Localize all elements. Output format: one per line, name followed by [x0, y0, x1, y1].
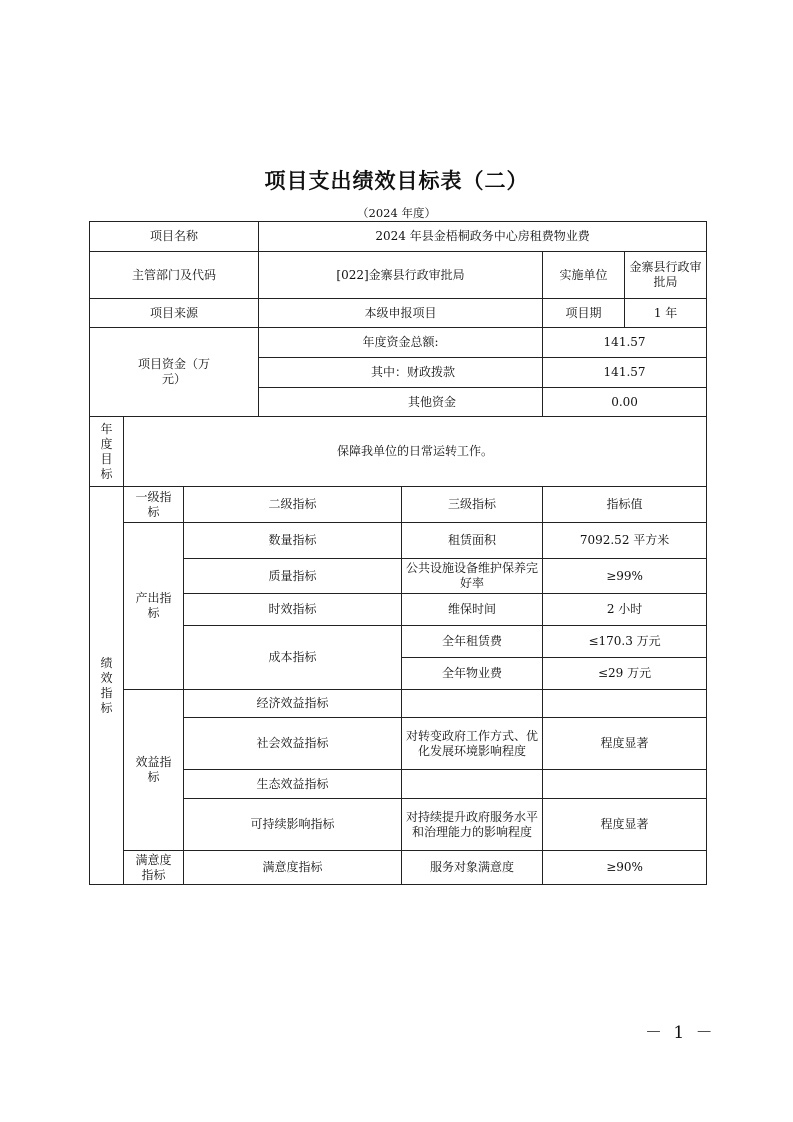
source-value: 本级申报项目: [259, 299, 543, 328]
header-level2: 二级指标: [184, 487, 402, 523]
satisfaction-l2: 满意度指标: [184, 851, 402, 885]
sustain-l3: 对持续提升政府服务水平和治理能力的影响程度: [402, 799, 543, 851]
funds-fiscal-label: 其中：财政拨款: [259, 358, 543, 388]
funds-other-label: 其他资金: [259, 388, 543, 417]
quantity-value: 7092.52 平方米: [543, 523, 707, 559]
cost-property-value: ≤29 万元: [543, 658, 707, 690]
output-indicator-label: 产出指标: [124, 523, 184, 690]
quantity-l3: 租赁面积: [402, 523, 543, 559]
social-benefit-value: 程度显著: [543, 718, 707, 770]
header-value: 指标值: [543, 487, 707, 523]
satisfaction-l3: 服务对象满意度: [402, 851, 543, 885]
quality-value: ≥99%: [543, 559, 707, 594]
funds-other-value: 0.00: [543, 388, 707, 417]
funds-fiscal-value: 141.57: [543, 358, 707, 388]
satisfaction-value: ≥90%: [543, 851, 707, 885]
indicators-section-label: 绩效指标: [90, 487, 124, 885]
econ-benefit-value: [543, 690, 707, 718]
header-level3: 三级指标: [402, 487, 543, 523]
econ-benefit-label: 经济效益指标: [184, 690, 402, 718]
impl-unit-value: 金寨县行政审批局: [625, 252, 707, 299]
timeliness-label: 时效指标: [184, 594, 402, 626]
quantity-label: 数量指标: [184, 523, 402, 559]
satisfaction-indicator-label: 满意度指标: [124, 851, 184, 885]
project-name-label: 项目名称: [90, 222, 259, 252]
header-level1: 一级指标: [124, 487, 184, 523]
period-value: 1 年: [625, 299, 707, 328]
social-benefit-label: 社会效益指标: [184, 718, 402, 770]
source-label: 项目来源: [90, 299, 259, 328]
eco-benefit-l3: [402, 770, 543, 799]
annual-goal-label: 年度目标: [90, 417, 124, 487]
document-title: 项目支出绩效目标表（二）: [264, 168, 529, 193]
period-label: 项目期: [543, 299, 625, 328]
funds-total-label: 年度资金总额:: [259, 328, 543, 358]
dept-label: 主管部门及代码: [90, 252, 259, 299]
dept-value: [022]金寨县行政审批局: [259, 252, 543, 299]
cost-rent-l3: 全年租赁费: [402, 626, 543, 658]
project-name-value: 2024 年县金梧桐政务中心房租费物业费: [259, 222, 707, 252]
social-benefit-l3: 对转变政府工作方式、优化发展环境影响程度: [402, 718, 543, 770]
timeliness-value: 2 小时: [543, 594, 707, 626]
cost-property-l3: 全年物业费: [402, 658, 543, 690]
eco-benefit-label: 生态效益指标: [184, 770, 402, 799]
funds-total-value: 141.57: [543, 328, 707, 358]
cost-rent-value: ≤170.3 万元: [543, 626, 707, 658]
page-number: － 1 －: [645, 1023, 716, 1043]
annual-goal-text: 保障我单位的日常运转工作。: [124, 417, 707, 487]
impl-unit-label: 实施单位: [543, 252, 625, 299]
document-year: （2024 年度）: [357, 206, 436, 220]
econ-benefit-l3: [402, 690, 543, 718]
quality-l3: 公共设施设备维护保养完好率: [402, 559, 543, 594]
cost-label: 成本指标: [184, 626, 402, 690]
funds-label: 项目资金（万元）: [90, 328, 259, 417]
sustain-label: 可持续影响指标: [184, 799, 402, 851]
performance-target-table: [89, 221, 707, 885]
sustain-value: 程度显著: [543, 799, 707, 851]
timeliness-l3: 维保时间: [402, 594, 543, 626]
benefit-indicator-label: 效益指标: [124, 690, 184, 851]
eco-benefit-value: [543, 770, 707, 799]
quality-label: 质量指标: [184, 559, 402, 594]
